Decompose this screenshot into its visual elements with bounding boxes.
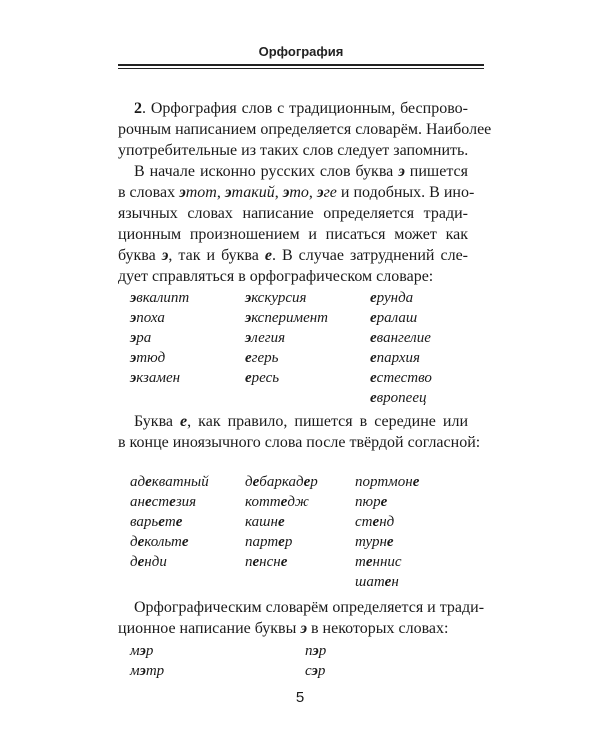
example-word: портмоне [355,474,420,490]
word-column [370,288,432,408]
example-word: естество [370,370,432,386]
paragraph-1-line-2: рочным написанием определяется словарём. Наиболее [118,121,492,138]
paragraph-3-line-1: Буква е, как правило, пишется в середине или [134,413,469,430]
example-word: эксперимент [245,310,328,326]
word-column [130,288,189,388]
example-word: эге [316,184,337,201]
paragraph-3 [118,411,481,453]
highlight-letter: э [398,163,405,180]
example-word: стенд [355,514,395,530]
paragraph-2-line-4: ционным произношением и писаться может как [118,226,468,243]
example-word: денди [130,554,167,570]
example-word: пюре [355,494,388,510]
example-word: эра [130,330,152,346]
example-word: это [282,184,309,201]
paragraph-3-line-2: в конце иноязычного слова после твёрдой согласной: [118,434,481,451]
example-word: дебаркадер [245,474,318,490]
paragraph-4 [118,597,485,639]
paragraph-2-line-5: буква э, так и буква е. В случае затруднений сле- [118,247,469,264]
word-column [305,641,326,681]
example-word: элегия [245,330,286,346]
example-word: эпоха [130,310,165,326]
example-word: пэр [305,643,327,659]
header-rule-thin [118,68,484,69]
example-word: европеец [370,390,427,406]
example-word: декольте [130,534,189,550]
section-number: 2 [134,100,142,117]
example-word: сэр [305,663,326,679]
example-word: теннис [355,554,402,570]
header-rule-thick [118,64,484,66]
example-word: пенсне [245,554,288,570]
example-word: этот [179,184,217,201]
word-column [355,472,419,592]
example-word: анестезия [130,494,197,510]
paragraph-2-line-3: язычных словах написание определяется тради- [118,205,468,222]
example-word: экскурсия [245,290,307,306]
paragraph-1-line-1: 2. Орфография слов с традиционным, беспрово- [134,100,468,117]
paragraph-4-line-2: ционное написание буквы э в некоторых словах: [118,620,449,637]
example-word: этюд [130,350,166,366]
example-word: мэтр [130,663,165,679]
example-word: ерунда [370,290,414,306]
example-word: кашне [245,514,285,530]
example-word: турне [355,534,394,550]
example-word: адекватный [130,474,209,490]
example-word: ересь [245,370,280,386]
word-column [130,641,164,681]
paragraph-4-line-1: Орфографическим словарём определяется и тради- [134,599,485,616]
page-number: 5 [295,689,305,706]
example-word: шатен [355,574,399,590]
paragraph-2 [118,161,475,287]
word-column [245,472,318,572]
example-word: коттедж [245,494,309,510]
example-word: этакий [224,184,275,201]
paragraph-2-line-1: В начале исконно русских слов буква э пишется [134,163,468,180]
example-word: ералаш [370,310,418,326]
example-word: мэр [130,643,154,659]
paragraph-2-line-2: в словах этот, этакий, это, эге и подобных. В ино- [118,184,475,201]
word-column [130,472,209,572]
paragraph-1 [118,98,492,161]
example-word: евангелие [370,330,431,346]
example-word: варьете [130,514,183,530]
example-word: экзамен [130,370,181,386]
word-column [245,288,328,388]
paragraph-1-line-3: употребительные из таких слов следует запомнить. [118,142,469,159]
example-word: эвкалипт [130,290,190,306]
example-word: егерь [245,350,279,366]
example-word: партер [245,534,293,550]
example-word: епархия [370,350,421,366]
paragraph-2-line-6: дует справляться в орфографическом словаре: [118,268,434,285]
running-head: Орфография [258,44,344,59]
